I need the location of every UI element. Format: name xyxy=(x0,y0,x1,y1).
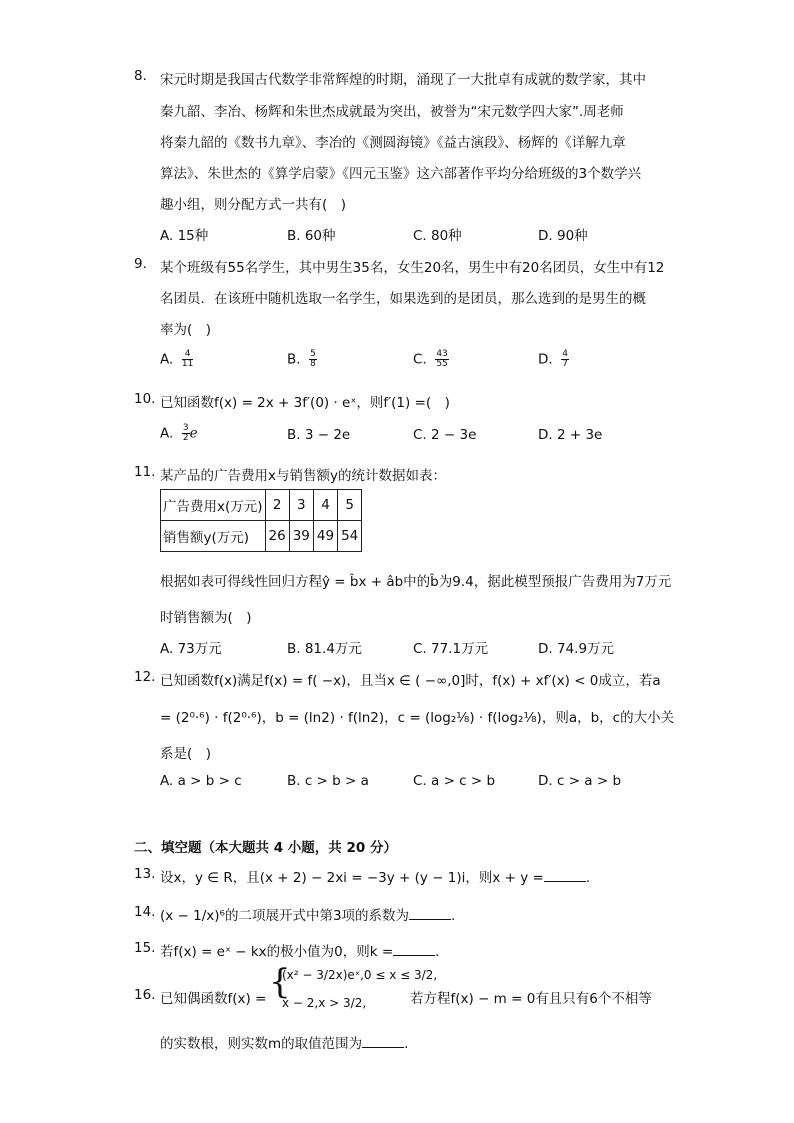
table-cell: 26 xyxy=(265,521,289,552)
option-a[interactable]: A. 73万元 xyxy=(160,641,222,657)
option-c[interactable]: C. 80种 xyxy=(413,228,462,244)
question-number: 10. xyxy=(134,391,156,407)
table-row xyxy=(161,521,362,552)
fraction: $\frac{43}{55}$ xyxy=(436,349,448,369)
option-d[interactable]: D. 2 + 3e xyxy=(538,427,603,443)
fraction: $\frac{4}{7}$ xyxy=(562,349,569,369)
answer-blank[interactable] xyxy=(409,907,451,920)
question-text: 根据如表可得线性回归方程ŷ = b̂x + âb中的b̂为9.4，据此模型预报广告费用为7万元 xyxy=(160,574,672,590)
question-number: 14. xyxy=(134,904,156,920)
table-cell: 54 xyxy=(338,521,362,552)
question-text: 某个班级有55名学生，其中男生35名，女生20名，男生中有20名团员，女生中有12 xyxy=(160,260,665,276)
table-cell: 2 xyxy=(265,490,289,521)
option-label: A. xyxy=(160,425,174,442)
question-number: 9. xyxy=(134,256,147,272)
option-c[interactable]: C. a > c > b xyxy=(413,773,496,789)
question-number: 13. xyxy=(134,866,156,882)
option-label: B. xyxy=(287,351,301,368)
option-label: C. xyxy=(413,351,427,368)
question-text: 设x，y ∈ R，且(x + 2) − 2xi = −3y + (y − 1)i，则x + y = . xyxy=(160,870,591,886)
option-a[interactable] xyxy=(160,350,193,369)
stats-table xyxy=(160,489,362,552)
option-c[interactable]: C. 2 − 3e xyxy=(413,427,477,443)
option-b[interactable] xyxy=(287,350,317,369)
question-text: 趣小组，则分配方式一共有( ) xyxy=(160,197,347,213)
question-number: 8. xyxy=(134,68,147,84)
question-text: 若f(x) = eˣ − kx的极小值为0，则k = . xyxy=(160,944,440,960)
option-d[interactable]: D. 90种 xyxy=(538,228,588,244)
table-cell: 4 xyxy=(313,490,337,521)
answer-blank[interactable] xyxy=(393,943,435,956)
question-text: 已知函数f(x) = 2x + 3f′(0) · eˣ，则f′(1) =( ) xyxy=(160,395,450,411)
table-cell: 5 xyxy=(338,490,362,521)
question-number: 15. xyxy=(134,940,156,956)
question-text: 时销售额为( ) xyxy=(160,610,252,626)
table-cell: 广告费用x(万元) xyxy=(161,490,266,521)
question-text: 秦九韶、李冶、杨辉和朱世杰成就最为突出，被誉为“宋元数学四大家”.周老师 xyxy=(160,104,624,120)
question-number: 16. xyxy=(134,987,156,1003)
question-text: 名团员．在该班中随机选取一名学生，如果选到的是团员，那么选到的是男生的概 xyxy=(160,291,646,307)
question-text: 已知偶函数f(x) = xyxy=(160,991,267,1007)
section-heading: 二、填空题（本大题共 4 小题，共 20 分） xyxy=(134,840,397,856)
option-a[interactable]: A. $\frac{3}{2}$ e xyxy=(160,423,198,443)
question-text: 宋元时期是我国古代数学非常辉煌的时期，涌现了一大批卓有成就的数学家，其中 xyxy=(160,72,646,88)
option-b[interactable]: B. 60种 xyxy=(287,228,336,244)
option-d[interactable]: D. c > a > b xyxy=(538,773,622,789)
option-b[interactable]: B. c > b > a xyxy=(287,773,369,789)
question-text: 将秦九韶的《数书九章》、李冶的《测圆海镜》《益古演段》、杨辉的《详解九章 xyxy=(160,135,626,151)
option-label: D. xyxy=(538,351,553,368)
table-cell: 39 xyxy=(289,521,313,552)
table-row xyxy=(161,490,362,521)
question-text: 已知函数f(x)满足f(x) = f( −x)，且当x ∈ ( −∞,0]时，f(x) + xf′(x) < 0成立，若a xyxy=(160,673,661,689)
question-number: 12. xyxy=(134,669,156,685)
left-brace: { xyxy=(269,962,291,1002)
table-cell: 49 xyxy=(313,521,337,552)
question-text: = (2⁰·⁶) · f(2⁰·⁶)，b = (ln2) · f(ln2)，c = (log₂⅛) · f(log₂⅛)，则a，b，c的大小关 xyxy=(160,710,675,726)
question-text: 的实数根，则实数m的取值范围为 . xyxy=(160,1036,409,1052)
fraction: $\frac{4}{11}$ xyxy=(181,349,194,369)
table-cell: 3 xyxy=(289,490,313,521)
fraction: $\frac{5}{8}$ xyxy=(310,349,316,369)
question-text: 算法》、朱世杰的《算学启蒙》《四元玉鉴》这六部著作平均分给班级的3个数学兴 xyxy=(160,166,642,182)
table-cell: 销售额y(万元) xyxy=(161,521,266,552)
option-d[interactable]: D. 74.9万元 xyxy=(538,641,615,657)
option-c[interactable]: C. 77.1万元 xyxy=(413,641,489,657)
question-number: 11. xyxy=(134,464,156,480)
answer-blank[interactable] xyxy=(362,1035,404,1048)
option-a[interactable]: A. 15种 xyxy=(160,228,209,244)
answer-blank[interactable] xyxy=(544,869,586,882)
piecewise-case-2: x − 2,x > 3/2, xyxy=(282,996,367,1010)
question-text: 率为( ) xyxy=(160,322,212,338)
option-d[interactable] xyxy=(538,350,569,369)
option-a[interactable]: A. a > b > c xyxy=(160,773,242,789)
fraction: $\frac{3}{2}$ xyxy=(182,423,189,443)
option-c[interactable] xyxy=(413,350,449,369)
question-text: 若方程f(x) − m = 0有且只有6个不相等 xyxy=(410,991,652,1007)
option-label: A. xyxy=(160,351,174,368)
question-text: 某产品的广告费用x与销售额y的统计数据如表： xyxy=(160,468,446,484)
question-text: (x − 1/x)⁶的二项展开式中第3项的系数为 . xyxy=(160,908,456,924)
question-text: 系是( ) xyxy=(160,746,212,762)
option-b[interactable]: B. 3 − 2e xyxy=(287,427,351,443)
piecewise-case-1: (x² − 3/2x)eˣ,0 ≤ x ≤ 3/2, xyxy=(282,968,438,982)
option-b[interactable]: B. 81.4万元 xyxy=(287,641,362,657)
